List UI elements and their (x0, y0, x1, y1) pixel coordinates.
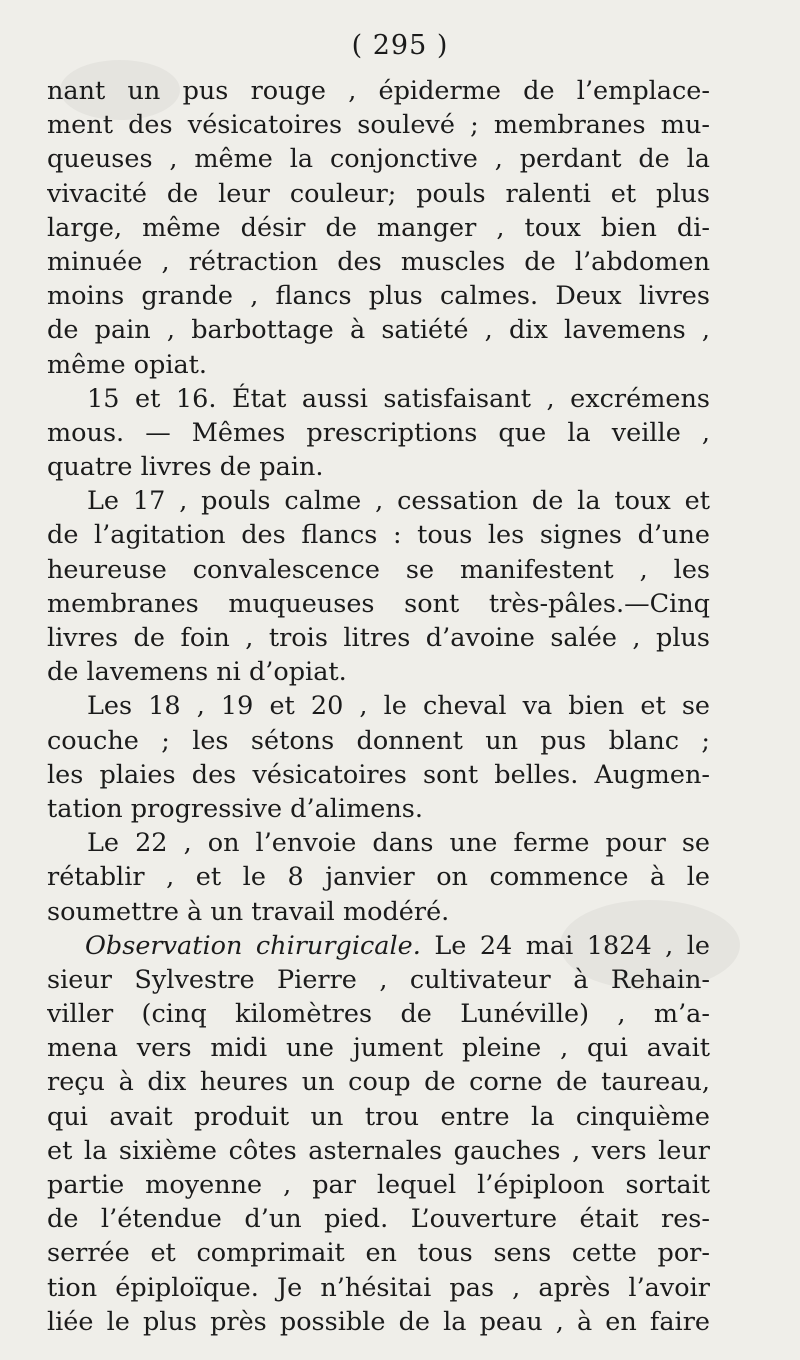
text-line: Le 17 , pouls calme , cessation de la toux et (87, 486, 710, 517)
text-line: tation progressive d’alimens. (47, 793, 423, 824)
text-line: vivacité de leur couleur; pouls ralenti et plus (47, 178, 710, 209)
text-line: sieur Sylvestre Pierre , cultivateur à Rehain- (47, 964, 710, 995)
text-line: les plaies des vésicatoires sont belles. Augmen- (47, 759, 710, 790)
text-line: minuée , rétraction des muscles de l’abdomen (47, 246, 710, 277)
line-text: Le 24 mai 1824 , le (420, 930, 710, 961)
text-line: 15 et 16. État aussi satisfaisant , excrémens (87, 383, 710, 414)
text-line: qui avait produit un trou entre la cinquième (47, 1101, 710, 1132)
text-line: couche ; les sétons donnent un pus blanc ; (47, 725, 710, 756)
text-line: tion épiploïque. Je n’hésitai pas , après l’avoir (47, 1272, 710, 1303)
text-line: moins grande , flancs plus calmes. Deux livres (47, 281, 710, 312)
text-line: de lavemens ni d’opiat. (47, 657, 347, 688)
text-line: quatre livres de pain. (47, 452, 324, 483)
text-line: partie moyenne , par lequel l’épiploon sortait (47, 1170, 710, 1200)
text-line: membranes muqueuses sont très-pâles.—Cinq (47, 588, 710, 619)
text-line: livres de foin , trois litres d’avoine salée , plus (47, 623, 710, 653)
text-line: serrée et comprimait en tous sens cette por- (47, 1238, 710, 1269)
text-line: queuses , même la conjonctive , perdant de la (47, 144, 710, 175)
text-line: rétablir , et le 8 janvier on commence à le (47, 862, 710, 893)
text-line: et la sixième côtes asternales gauches , vers leur (47, 1135, 710, 1166)
text-line: Les 18 , 19 et 20 , le cheval va bien et se (87, 691, 710, 722)
text-line: mous. — Mêmes prescriptions que la veille , (47, 417, 710, 448)
text-line: de l’étendue d’un pied. L’ouverture était res- (47, 1204, 710, 1235)
text-line: Le 22 , on l’envoie dans une ferme pour se (87, 828, 710, 859)
body-text (47, 74, 710, 1339)
text-line: ment des vésicatoires soulevé ; membranes mu- (47, 110, 710, 141)
text-line: reçu à dix heures un coup de corne de taureau, (47, 1067, 710, 1098)
text-line (47, 929, 710, 963)
text-line: nant un pus rouge , épiderme de l’emplace- (47, 76, 710, 106)
text-line: heureuse convalescence se manifestent , les (47, 554, 710, 585)
text-line: même opiat. (47, 349, 208, 380)
text-line: de pain , barbottage à satiété , dix lavemens , (47, 315, 710, 346)
text-line: large, même désir de manger , toux bien di- (47, 212, 710, 243)
text-line: de l’agitation des flancs : tous les signes d’une (47, 520, 710, 551)
text-line: liée le plus près possible de la peau , à en faire (47, 1306, 710, 1337)
page-number: ( 295 ) (351, 30, 449, 61)
text-line: mena vers midi une jument pleine , qui avait (47, 1033, 710, 1064)
text-line: viller (cinq kilomètres de Lunéville) , m’a- (47, 999, 710, 1030)
section-heading: Observation chirurgicale. (85, 930, 421, 961)
text-line: soumettre à un travail modéré. (47, 896, 450, 927)
